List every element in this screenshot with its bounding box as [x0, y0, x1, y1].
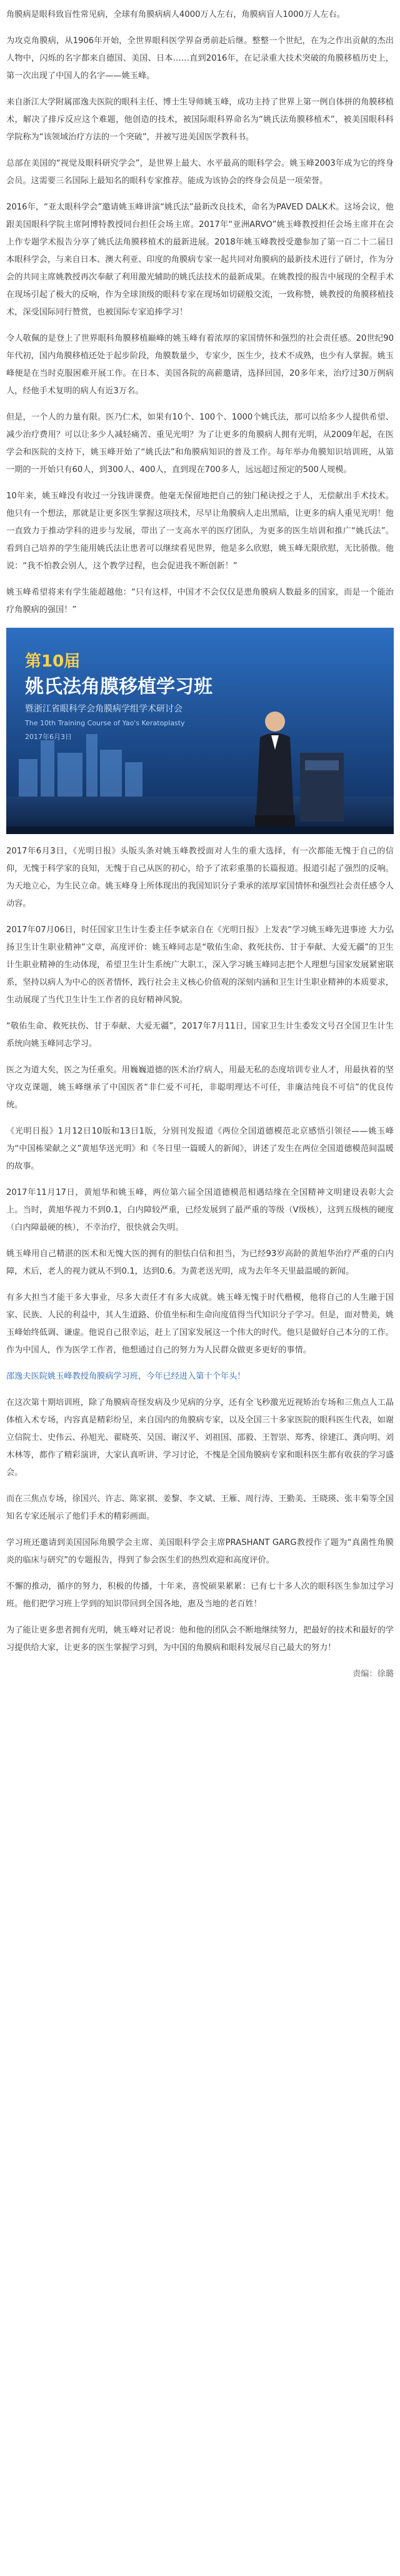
paragraph: 令人敬佩的是登上了世界眼科角膜移植巅峰的姚玉峰有着浓厚的家国情怀和强烈的社会责任感。20世纪90年代初，国内角膜移植还处于起步阶段，角膜数量少，专家少，医生少，技术不成熟，也少有人掌握。姚玉峰便是在当时克服困难开展工作。在日本、美国各院的高薪邀请，选择回国，20多年来，治疗过30万例病人，经他手术复明的病人有近3万名。: [6, 334, 394, 396]
article-body-top: [6, 6, 394, 619]
paragraph: 2017年11月17日，黄旭华和姚玉峰，两位第六届全国道德模范相遇结缘在全国精神文明建设表彰大会上。当时，黄旭华视力不到0.1，白内障较严重，已经发展到了最严重的等级（V级核），这到五级核的硬度（白内障最硬的核），不幸治疗，很快就会失明。: [6, 1188, 394, 1232]
conference-photo-image: [6, 628, 394, 834]
paragraph: 邵逸夫医院姚玉峰教授角膜病学习班，今年已经进入第十个年头！: [6, 1372, 246, 1381]
paragraph: 而在三焦点专场，徐国兴、许志、陈家祺、姜黎、李文斌、王雁、周行涛、王勤美、王晓瑛、张丰菊等全国知名专家还展示了他们手术的精彩画面。: [6, 1494, 394, 1521]
article-body-middle: [6, 843, 394, 1359]
paragraph: 但是，一个人的力量有限。医乃仁术，如果有10个、100个、1000个姚氏法，那可以给多少人提供希望、减少治疗费用？可以让多少人减轻痛苦、重见光明？为了让更多的角膜病人拥有光明，从2009年起，在医学会和医院的支持下，姚玉峰开始了“姚氏法”和角膜病知识的普及工作。每年举办角膜知识培训班，从第一期的一开始只有60人，到300人、400人，直到现在700多人，远远超过预定的500人规模。: [6, 413, 394, 475]
paragraph: 为了能让更多患者拥有光明，姚玉峰对记者说：他和他的团队会不断地继续努力，把最好的技术和最好的学习提供给大家，让更多的医生掌握学习到，为中国的角膜病和眼科发展尽自己最大的努力！: [6, 1626, 394, 1653]
paragraph: 来自浙江大学附属邵逸夫医院的眼科主任、博士生导师姚玉峰，成功主持了世界上第一例自体拼的角膜移植术，解决了排斥反应这个难题，他创造的技术，被国际眼科界命名为“姚氏法角膜移植术”，被美国眼科科学院称为“该领域治疗方法的一个突破”，并被写进美国医学教科书。: [6, 98, 394, 142]
paragraph: 2017年6月3日，《光明日报》头版头条对姚玉峰教授面对人生的重大选择，有一次都能无愧于自己的信仰，无愧于科学家的良知，无愧于自己从医的初心，给予了浓彩重墨的长篇报道。报道引起了强烈的反响。为天地立心，为生民立命。姚玉峰身上所体现出的我国知识分子秉承的浓厚家国情怀和强烈社会责任感令人动容。: [6, 847, 394, 908]
paragraph: 2017年07月06日，时任国家卫生计生委主任李斌亲自在《光明日报》上发表“学习姚玉峰先进事迹 大力弘扬卫生计生职业精神”文章，高度评价：姚玉峰同志是“敬佑生命、救死扶伤、甘于奉献、大爱无疆”的卫生计生职业精神的生动体现，希望卫生计生系统广大职工，深入学习姚玉峰同志把个人理想与国家发展紧密联系，坚持以病人为中心的医者情怀，践行社会主义核心价值观的深刻内涵和卫生计生职业精神的本质要求，生动展现了当代卫生计生工作者的良好精神风貌。: [6, 925, 394, 1005]
paragraph: 《光明日报》1月12日10版和13日1版，分别刊发报道《两位全国道德模范北京感悟引领径——姚玉峰为“中国栋梁献之义”黄旭华送光明》和《冬日里一篇暖人的新闻》，讲述了发生在两位全国道德模范间温暖的故事。: [6, 1127, 394, 1171]
banner-date: 2017年6月3日: [25, 733, 72, 741]
paragraph: 在这次第十期培训班，除了角膜病奇怪发病及少见病的分享，还有全飞秒激光近视矫治专场和三焦点人工晶体植入术专场，内容真是精彩纷呈，来自国内的角膜病专家，以及全国三十多家医院的眼科医生代表，如谢立信院士、史伟云、孙旭光、翟晓英、吴国、谢汉平、刘祖国、邵毅、王智崇、郑秀、徐建江、龚向明、刘木林等，都作了精彩演讲，大家认真听讲、学习讨论，不愧是全国角膜病专家和眼科医生都有收获的学习盛会。: [6, 1398, 394, 1477]
paragraph: 姚玉峰希望将来有学生能超越他：“只有这样，中国才不会仅仅是患角膜病人数最多的国家，而是一个能治疗角膜病的强国！”: [6, 588, 394, 615]
paragraph: 学习班还邀请到美国国际角膜学会主席、美国眼科学会主席PRASHANT GARG教授作了题为“真菌性角膜炎的临床与研究”的专题报告，得到了参会医生们的热烈欢迎和高度评价。: [6, 1538, 394, 1565]
paragraph: 有多大担当才能干多大事业，尽多大责任才有多大成就。姚玉峰无愧于时代楷模，他将自己的人生融于国家、民族、人民的利益中，其人生道路、价值坐标和生命向度值得当代知识分子学习。但是，面对赞美，姚玉峰始终低调、谦虚。他说自己很幸运，赶上了国家发展这一个伟大的时代。他只是做好自己本分的工作。作为中国人，作为医学工作者，他想通过自己的努力为人民群众做更多更好的事情。: [6, 1293, 394, 1355]
paragraph: 为攻克角膜病，从1906年开始，全世界眼科医学界奋勇前赴后继。整整一个世纪，在为之作出贡献的杰出人物中，闪烁的名字都来自德国、美国、日本……直到2016年，在记录重大技术突破的角膜移植历史上，第一次出现了中国人的名字——姚玉峰。: [6, 36, 394, 81]
article-body-bottom: [6, 1394, 394, 1657]
banner-subtitle: 暨浙江省眼科学会角膜病学组学术研讨会: [25, 704, 182, 714]
banner-title: 姚氏法角膜移植学习班: [25, 676, 212, 698]
paragraph: 姚玉峰用自己精湛的医术和无愧大医的拥有的胆怯白信和担当，为已经93岁高龄的黄旭华治疗严重的白内障，术后，老人的视力就从不到0.1，达到0.6。为黄老送光明，成为去年冬天里最温暖的新闻。: [6, 1249, 394, 1276]
article-body-highlight: [6, 1368, 394, 1386]
paragraph: 总部在美国的“视觉及眼科研究学会”，是世界上最大、水平最高的眼科学会。姚玉峰2003年成为它的终身会员。这需要三名国际上最知名的眼科专家推荐。能成为该协会的终身会员是一项荣誉。: [6, 159, 394, 186]
paragraph: 2016年，“亚太眼科学会”邀请姚玉峰讲演“姚氏法”最新改良技术，命名为PAVED DALK术。这场会议，他跟美国眼科学院主席阿博特教授同台担任会场主席。2017年“亚洲ARVO”姚玉峰教授担任会场主席并在会上作专题学术报告分享了姚氏法角膜移植术的最新进展。2018年姚玉峰教授受邀参加了第一百二十二届日本眼科学会，与来自日本、澳大利亚、印度的角膜病专家一起共同对角膜病的最新技术进行了研讨，作为分会的共同主席姚教授再次奉献了利用激光辅助的姚氏法技术的最新成果。在姚教授的报告中展现的全程手术在现场引起了极大的反响，作为全球顶级的眼科专家在现场如切磋般交流，一致称赞，姚教授的角膜移植技术，深受国际同行赞赏，也被国际专家追捧学习！: [6, 203, 394, 317]
editor-credit: 责编：徐璐: [352, 1669, 394, 1679]
paragraph: 10年来，姚玉峰没有收过一分钱讲课费。他毫无保留地把自己的独门秘诀授之于人，无偿献出手术技术。他只有一个想法，那就是让更多医生掌握这项技术，尽早让角膜病人走出黑暗，让更多的病人重见光明！他一直致力于推动学科的进步与发展，带出了一支高水平的医疗团队，为更多的医生培训和推广“姚氏法”。看到自己培养的学生能用姚氏法让患者可以继续看见世界，他是多么欣慰，姚玉峰无限欣慰，无比骄傲。他说：“我不怕教会别人，这个教学过程，也会促进我不断创新！”: [6, 491, 394, 571]
conference-photo: [6, 628, 394, 834]
banner-english: The 10th Training Course of Yao's Keratoplasty: [25, 719, 185, 727]
paragraph: “敬佑生命、救死扶伤、甘于奉献、大爱无疆”，2017年7月11日，国家卫生计生委发文号召全国卫生计生系统向姚玉峰同志学习。: [6, 1022, 394, 1049]
paragraph: 医之为道大矣，医之为任重矣。用巍巍道德的医术治疗病人，用最无私的态度培训专业人才，用最执着的坚守攻克课题，姚玉峰继承了中国医者“非仁爱不可托，非聪明理达不可任，非廉洁纯良不可信”的优良传统。: [6, 1065, 394, 1110]
banner-edition: 第10届: [25, 652, 81, 671]
paragraph: 不懈的推动，循序的努力，积极的传播，十年来，喜悦硕果累累：已有七十多人次的眼科医生参加过学习班。他们把学习班上学到的知识带回到全国各地，惠及当地的老百姓！: [6, 1582, 394, 1609]
paragraph: 角膜病是眼科致盲性常见病，全球有角膜病病人4000万人左右，角膜病盲人1000万人左右。: [6, 10, 345, 19]
